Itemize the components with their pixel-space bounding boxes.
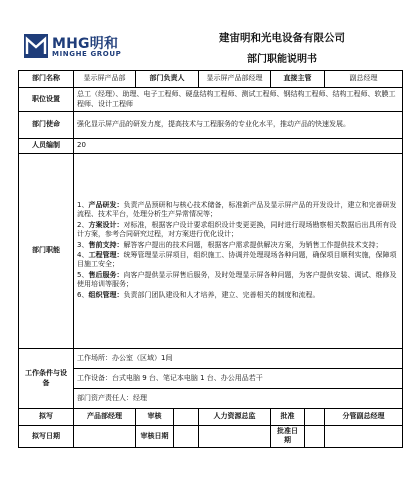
duty-item: 6、组织管理：负责部门团队建设和人才培养，建立、完善相关的制度和流程。 bbox=[77, 290, 320, 299]
headcount-row bbox=[19, 139, 403, 154]
headcount-value: 20 bbox=[74, 139, 403, 154]
duty-item: 5、售后服务：向客户提供显示屏售后服务，及时处理显示屏各种问题，为客户提供安装、调试、维修及使用培训等服务； bbox=[77, 270, 397, 289]
positions-label: 职位设置 bbox=[19, 88, 74, 112]
signoff-cell bbox=[174, 426, 199, 448]
mission-label: 部门使命 bbox=[19, 112, 74, 139]
resources-label: 工作条件与设备 bbox=[19, 349, 74, 409]
resources-row-1 bbox=[19, 349, 403, 369]
signoff-cell bbox=[305, 409, 325, 426]
signoff-cell bbox=[199, 426, 271, 448]
signoff-cell: 分管副总经理 bbox=[325, 409, 403, 426]
duties-row bbox=[19, 154, 403, 349]
signoff-cell: 审核日期 bbox=[136, 426, 174, 448]
resources-row-2 bbox=[19, 369, 403, 389]
resources-row-3 bbox=[19, 389, 403, 409]
document-header bbox=[0, 0, 417, 70]
duties-list bbox=[74, 154, 403, 349]
signoff-cell: 批准日期 bbox=[271, 426, 305, 448]
signoff-cell bbox=[325, 426, 403, 448]
leader-value: 显示屏产品部经理 bbox=[199, 71, 271, 88]
leader-label: 部门负责人 bbox=[136, 71, 199, 88]
company-logo bbox=[24, 32, 134, 62]
duties-label: 部门职能 bbox=[19, 154, 74, 349]
signoff-cell: 审核 bbox=[136, 409, 174, 426]
duty-item: 1、产品研发：负责产品预研和与核心技术储备，标准新产品及显示屏产品的开发设计，建立和完善研发流程、技术平台，处理分析生产异常情况等； bbox=[77, 200, 397, 219]
dept-name-value: 显示屏产品部 bbox=[74, 71, 136, 88]
signoff-cell: 人力资源总监 bbox=[199, 409, 271, 426]
duty-item: 3、售前支持：解答客户提出的技术问题，根据客户需求提供解决方案，为销售工作提供技术支持； bbox=[77, 240, 383, 249]
mission-value: 强化显示屏产品的研发力度，提高技术与工程服务的专业化水平，推动产品的快速发展。 bbox=[74, 112, 403, 139]
dept-info-row bbox=[19, 71, 403, 88]
signoff-row bbox=[19, 409, 403, 426]
dept-name-label: 部门名称 bbox=[19, 71, 74, 88]
mission-row bbox=[19, 112, 403, 139]
duty-item: 4、工程管理：统筹管理显示屏项目，组织施工、协调并处理现场各种问题，确保项目顺利实施，保障项目施工安全； bbox=[77, 251, 397, 269]
function-table bbox=[18, 70, 403, 448]
superior-value: 副总经理 bbox=[325, 71, 403, 88]
duty-item: 2、方案设计：对标准，根据客户设计要求组织设计变更更换，同时进行现场勘察相关数据后出具所有设计方案，参考合同研究过程，对方案进行优化设计； bbox=[77, 220, 397, 239]
document-title: 部门职能说明书 bbox=[247, 54, 317, 65]
signoff-cell: 产品部经理 bbox=[74, 409, 136, 426]
signoff-cell: 批准 bbox=[271, 409, 305, 426]
superior-label: 直接主管 bbox=[271, 71, 325, 88]
signoff-cell: 拟写 bbox=[19, 409, 74, 426]
logo-english-name: MINGHE GROUP bbox=[52, 50, 122, 58]
company-name: 建宙明和光电设备有限公司 bbox=[219, 32, 345, 44]
positions-row bbox=[19, 88, 403, 112]
resource-line: 工作场所：办公室（区域）1间 bbox=[74, 349, 403, 369]
resource-line: 工作设备：台式电脑 9 台、笔记本电脑 1 台、办公用品若干 bbox=[74, 369, 403, 389]
signoff-cell: 拟写日期 bbox=[19, 426, 74, 448]
mhg-logo-icon bbox=[24, 34, 48, 58]
logo-chinese-name: MHG明和 bbox=[52, 36, 119, 52]
signoff-cell bbox=[305, 426, 325, 448]
resource-line: 部门资产责任人：经理 bbox=[74, 389, 403, 409]
signoff-cell bbox=[174, 409, 199, 426]
positions-value: 总工（经理）、助理、电子工程师、硬盘结构工程师、测试工程师、钢结构工程师、结构工程师、软膜工程师、设计工程师 bbox=[74, 88, 403, 112]
signoff-date-row bbox=[19, 426, 403, 448]
headcount-label: 人员编制 bbox=[19, 139, 74, 154]
signoff-cell bbox=[74, 426, 136, 448]
